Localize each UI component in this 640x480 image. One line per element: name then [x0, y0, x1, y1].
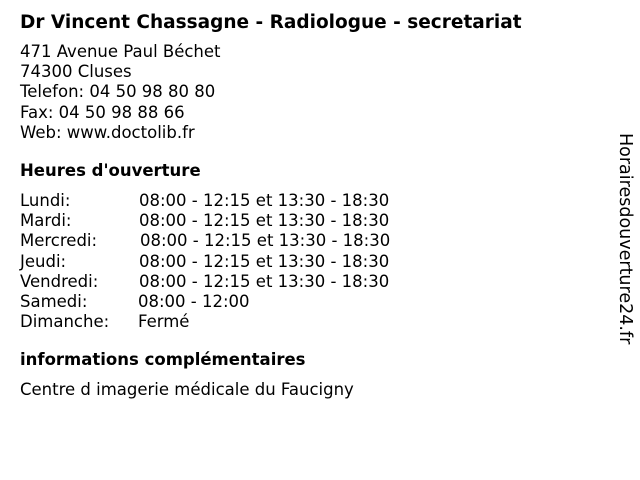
hours-row-wednesday: [20, 231, 600, 251]
hours-row-thursday: [20, 252, 600, 272]
phone-number: Telefon: 04 50 98 80 80: [20, 82, 216, 102]
additional-info-heading: informations complémentaires: [20, 350, 306, 370]
page-title: Dr Vincent Chassagne - Radiologue - secretariat: [20, 12, 522, 33]
day-label: Mercredi:: [20, 231, 98, 251]
day-label: Lundi:: [20, 191, 71, 211]
contact-block: [20, 42, 600, 143]
day-label: Vendredi:: [20, 271, 99, 291]
watermark-text: Horairesdouverture24.fr: [615, 133, 635, 345]
time-range: 08:00 - 12:15 et 13:30 - 18:30: [140, 231, 391, 251]
time-range: 08:00 - 12:15 et 13:30 - 18:30: [139, 211, 390, 231]
fax-number: Fax: 04 50 98 88 66: [20, 102, 185, 122]
day-label: Dimanche:: [20, 312, 110, 332]
day-label: Jeudi:: [20, 251, 67, 271]
hours-row-friday: [20, 272, 600, 292]
website-line: Web: www.doctolib.fr: [20, 122, 195, 142]
street-address: 471 Avenue Paul Béchet: [20, 42, 221, 61]
hours-row-saturday: [20, 292, 600, 312]
day-label: Mardi:: [20, 211, 72, 231]
hours-row-sunday: [20, 312, 600, 332]
additional-info-text: Centre d imagerie médicale du Faucigny: [20, 380, 354, 400]
practice-card: [20, 10, 600, 400]
time-range: 08:00 - 12:15 et 13:30 - 18:30: [139, 251, 390, 271]
time-range: 08:00 - 12:15 et 13:30 - 18:30: [139, 271, 390, 291]
time-range: 08:00 - 12:00: [138, 291, 250, 311]
day-label: Samedi:: [20, 291, 88, 311]
city-address: 74300 Cluses: [20, 62, 132, 82]
hours-row-monday: [20, 191, 600, 211]
site-watermark: [612, 133, 640, 373]
time-range: Fermé: [138, 312, 190, 332]
opening-hours-heading: Heures d'ouverture: [20, 161, 201, 181]
time-range: 08:00 - 12:15 et 13:30 - 18:30: [139, 191, 390, 211]
opening-hours-table: [20, 191, 600, 332]
hours-row-tuesday: [20, 211, 600, 231]
